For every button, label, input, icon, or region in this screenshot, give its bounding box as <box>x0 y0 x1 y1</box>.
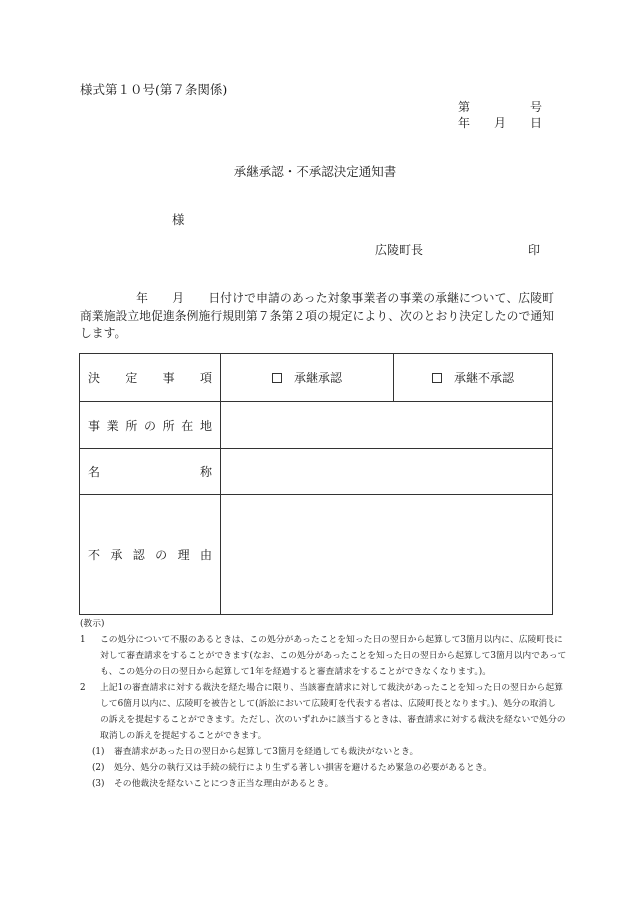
label-name <box>80 449 221 495</box>
seal-mark: 印 <box>528 243 541 257</box>
note-line: 取消しの訴えを提起することができます。 <box>100 731 267 741</box>
note-number: 2 <box>80 683 86 693</box>
option-approve-label: 承継承認 <box>293 371 342 385</box>
label-char: 在 <box>181 418 194 433</box>
label-char: 項 <box>199 371 212 385</box>
option-reject-label: 承継不承認 <box>453 371 514 385</box>
label-char: の <box>143 418 156 433</box>
sub-note-line: (1) 審査請求があった日の翌日から起算して3箇月を経過しても裁決がないとき。 <box>80 744 560 760</box>
note-line: の訴えを提起することができます。ただし、次のいずれかに該当するときは、審査請求に対する裁決を経ないで処分の <box>100 715 566 725</box>
table-row <box>80 354 553 402</box>
table-row <box>80 495 553 615</box>
sub-note-number: (3) <box>92 779 105 789</box>
option-approve-cell[interactable] <box>221 354 394 402</box>
label-location <box>80 402 221 449</box>
label-char: 業 <box>106 418 119 433</box>
notice-body <box>80 290 554 343</box>
label-char: 定 <box>125 371 138 385</box>
sender-title: 広陵町長 <box>375 243 424 257</box>
document-number-prefix: 第 <box>458 100 471 114</box>
label-rejection-reason <box>80 495 221 615</box>
note-line: 1 この処分について不服のあるときは、この処分があったことを知った日の翌日から起算して3箇月以内に、広陵町長に <box>80 632 560 648</box>
label-char: 理 <box>177 548 190 562</box>
spread-label <box>88 417 212 434</box>
document-number-row <box>458 98 542 115</box>
table-row <box>80 402 553 449</box>
label-char: 所 <box>162 418 175 433</box>
body-text: 日付けで申請のあった対象事業者の事業の承継について、広陵町商業施設立地促進条例施行規則第７条第２項の規定により、次のとおり決定したので通知します。 <box>80 291 554 340</box>
table-row <box>80 449 553 495</box>
sub-note-number: (2) <box>92 763 105 773</box>
label-char: 決 <box>88 371 101 385</box>
label-char: の <box>155 548 168 562</box>
decision-table <box>79 353 553 615</box>
rejection-reason-value-cell[interactable] <box>221 495 553 615</box>
sub-note-number: (1) <box>92 747 105 757</box>
label-char: 事 <box>162 371 175 385</box>
issue-date-row <box>458 114 542 131</box>
document-title: 承継承認・不承認決定通知書 <box>233 164 397 179</box>
label-char: 称 <box>199 465 212 479</box>
label-char: 不 <box>88 548 101 562</box>
label-char: 地 <box>199 418 212 433</box>
document-number-suffix: 号 <box>529 100 542 114</box>
note-line: 2 上記1の審査請求に対する裁決を経た場合に限り、当該審査請求に対して裁決があったことを知った日の翌日から起算 <box>80 680 560 696</box>
note-line: も、この処分の日の翌日から起算して1年を経過すると審査請求をすることができなくなります。)。 <box>100 667 491 677</box>
option-reject-cell[interactable] <box>394 354 553 402</box>
addressee-honorific: 様 <box>172 212 185 227</box>
note-line: 対して審査請求をすることができます(なお、この処分があったことを知った日の翌日から起算して3箇月以内であって <box>100 651 567 661</box>
label-char: 由 <box>199 548 212 562</box>
appeal-instructions <box>80 616 567 792</box>
label-char: 事 <box>88 418 101 433</box>
issue-date-month: 月 <box>493 116 506 130</box>
note-line: して6箇月以内に、広陵町を被告として(訴訟において広陵町を代表する者は、広陵町長となります。)、処分の取消し <box>100 699 557 709</box>
body-year: 年 <box>136 291 149 305</box>
name-value-cell[interactable] <box>221 449 553 495</box>
label-char: 認 <box>132 548 145 562</box>
sub-note-line: (3) その他裁決を経ないことにつき正当な理由があるとき。 <box>80 776 560 792</box>
issue-date-year: 年 <box>458 116 471 130</box>
issue-date-day: 日 <box>529 116 542 130</box>
spread-label <box>88 463 212 480</box>
form-number: 様式第１０号(第７条関係) <box>80 82 228 97</box>
label-char: 所 <box>125 418 138 433</box>
spread-label <box>88 369 212 386</box>
sub-note-line: (2) 処分、処分の執行又は手続の続行により生ずる著しい損害を避けるため緊急の必要があるとき。 <box>80 760 560 776</box>
body-month: 月 <box>172 291 185 305</box>
notes-heading: (教示) <box>80 619 105 629</box>
label-decision <box>80 354 221 402</box>
note-number: 1 <box>80 635 86 645</box>
location-value-cell[interactable] <box>221 402 553 449</box>
label-char: 承 <box>110 548 123 562</box>
checkbox-icon[interactable] <box>272 373 282 383</box>
spread-label <box>88 546 212 563</box>
checkbox-icon[interactable] <box>432 373 442 383</box>
label-char: 名 <box>88 465 101 479</box>
